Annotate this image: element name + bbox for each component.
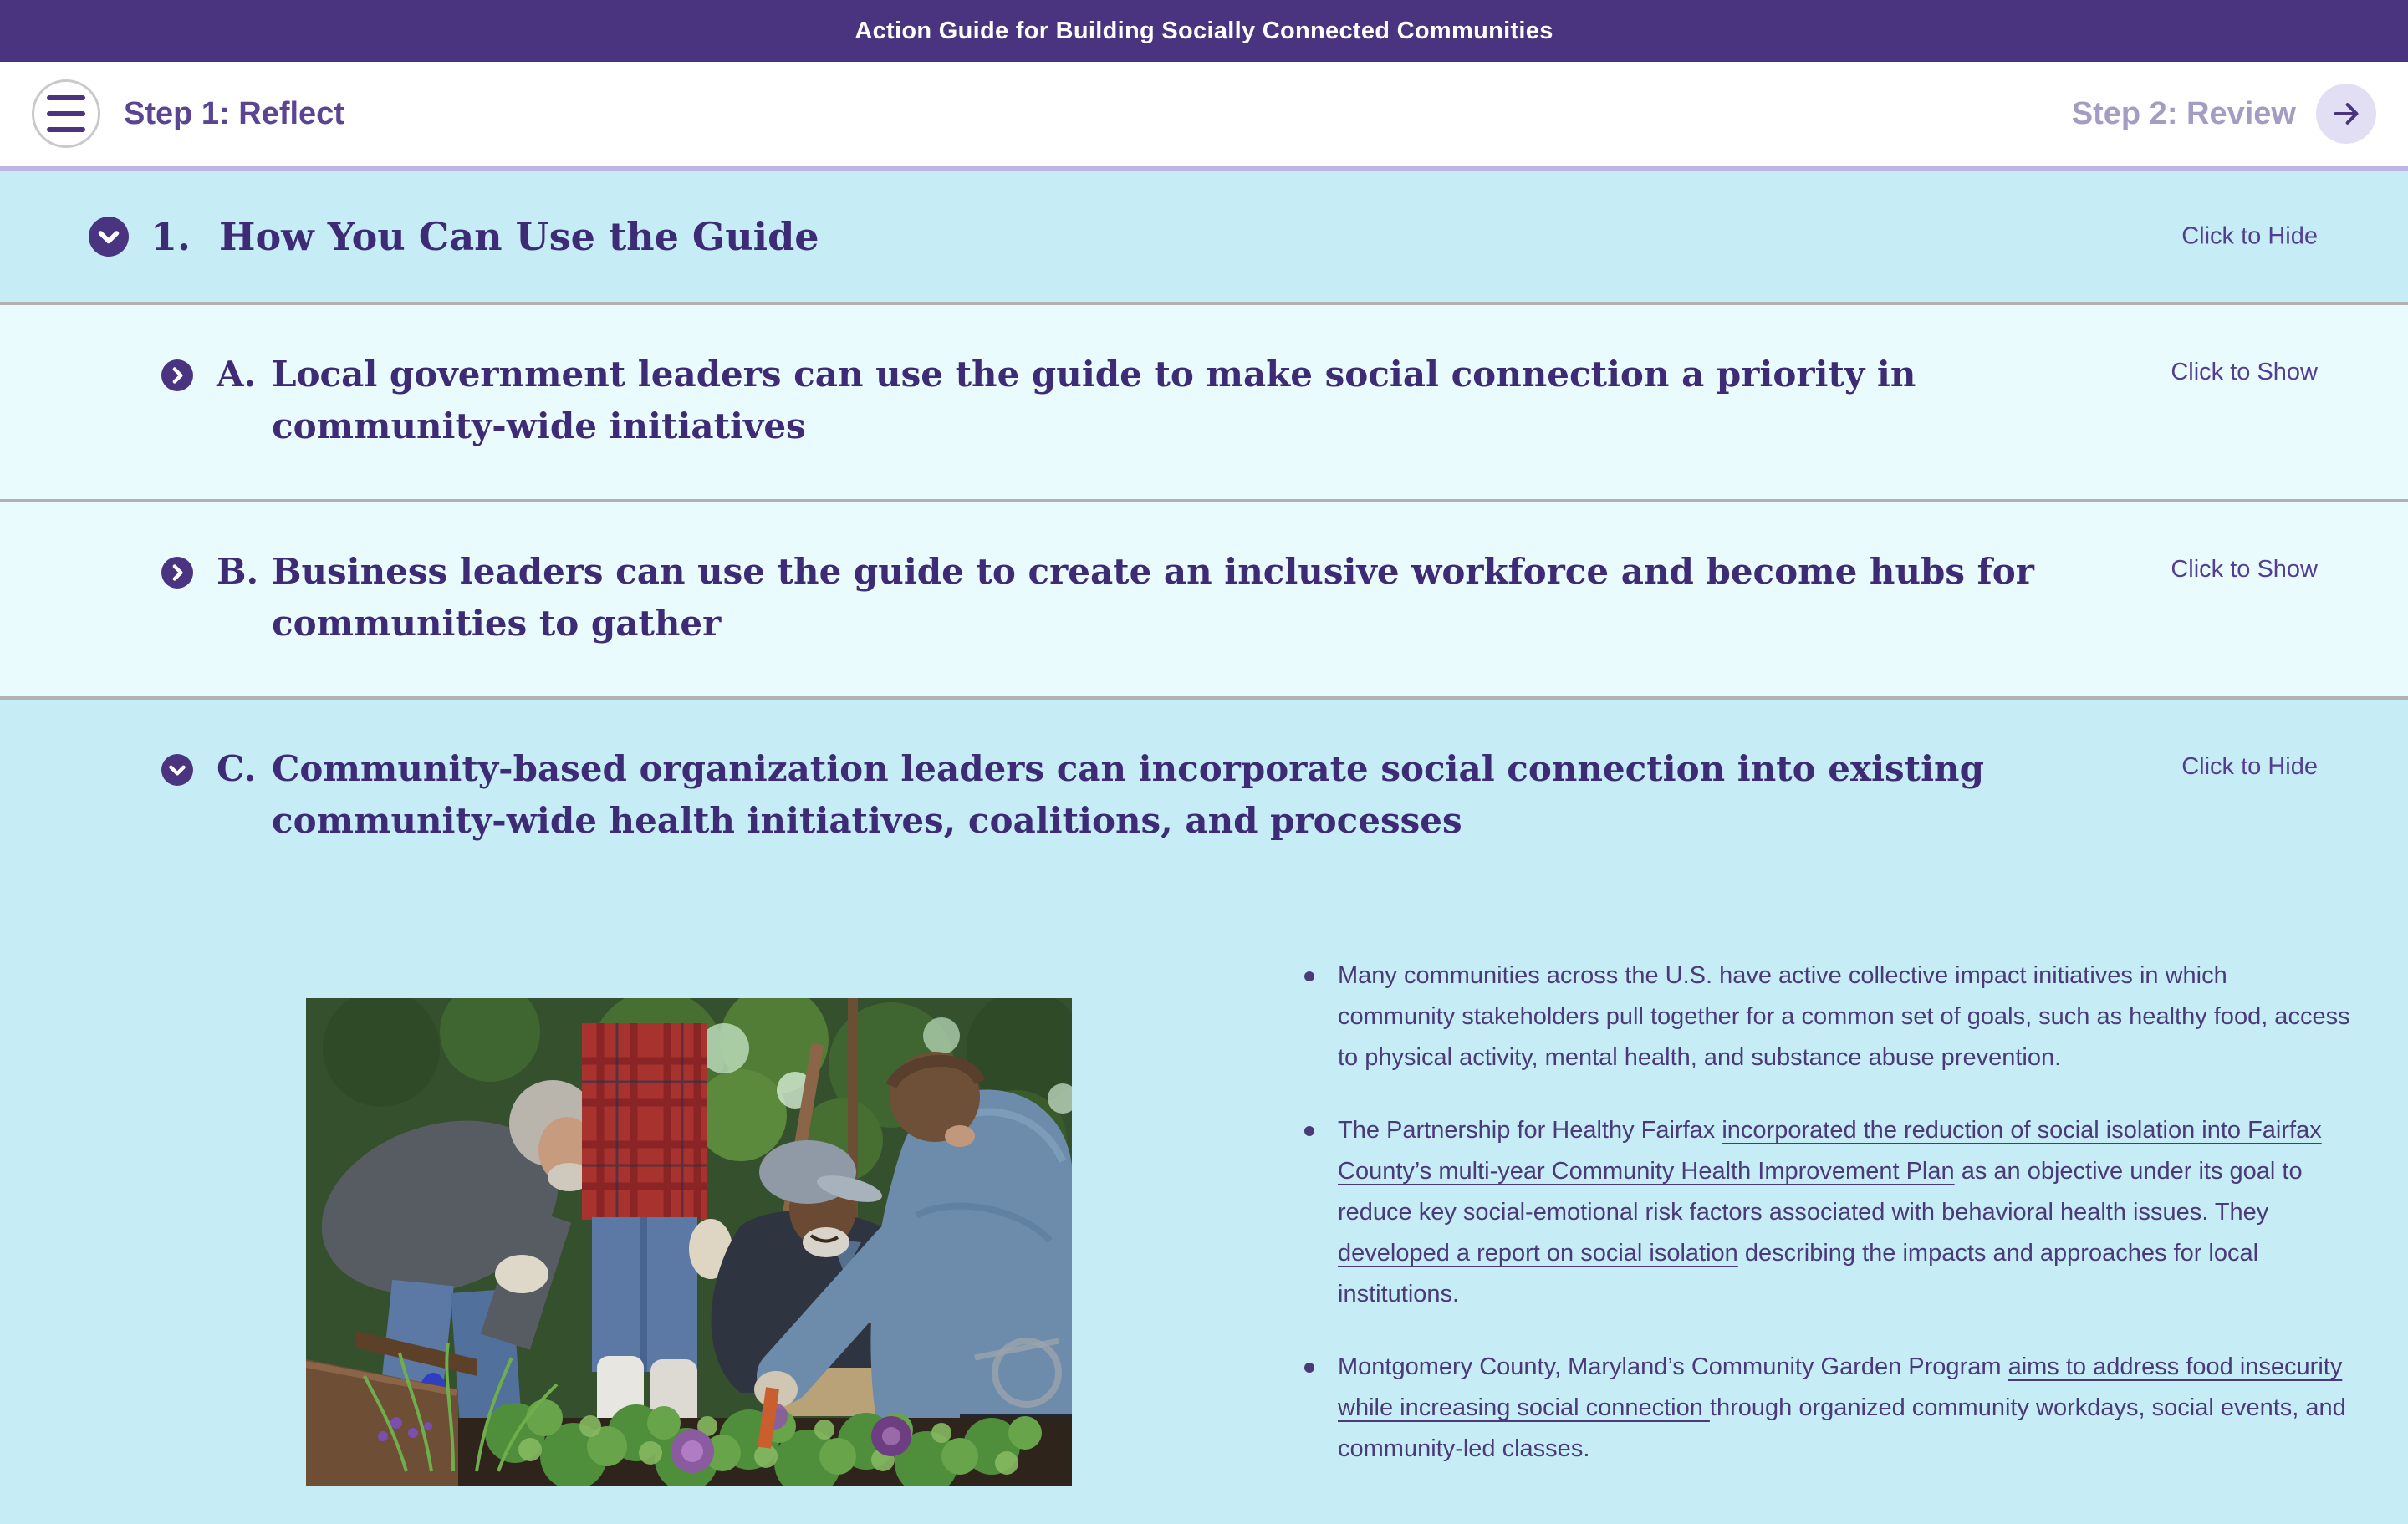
accordion-item-a[interactable] <box>0 305 2408 499</box>
bullet-item <box>1301 1110 2350 1315</box>
bullet-list <box>1301 956 2350 1501</box>
menu-button[interactable] <box>32 79 100 148</box>
hamburger-icon <box>47 95 85 100</box>
bullet-text: describing the impacts and approaches for local institutions. <box>1338 1240 2259 1307</box>
chevron-right-circle-icon[interactable] <box>161 359 193 391</box>
chevron-right-circle-icon[interactable] <box>161 557 193 589</box>
item-a-toggle[interactable]: Click to Show <box>2171 359 2318 385</box>
item-title: Local government leaders can use the guide to make social connection a priority in community-wide initiatives <box>272 354 1916 446</box>
inline-link[interactable]: aims to address food insecurity while increasing social connection <box>1338 1353 2343 1421</box>
item-letter: B. <box>217 551 259 592</box>
bullet-text: through organized community workdays, social events, and community-led classes. <box>1338 1394 2346 1462</box>
accordion-section-1-header[interactable] <box>0 171 2408 302</box>
step-navbar <box>0 62 2408 171</box>
item-title: Business leaders can use the guide to create an inclusive workforce and become hubs for communities to gather <box>272 551 2034 644</box>
chevron-down-circle-icon[interactable] <box>161 754 193 786</box>
arrow-right-icon <box>2329 97 2363 130</box>
accordion-item-c <box>0 700 2408 1524</box>
current-step-label: Step 1: Reflect <box>124 95 344 131</box>
item-c-header[interactable] <box>0 743 2408 847</box>
bullet-text: The Partnership for Healthy Fairfax <box>1338 1117 1722 1144</box>
bullet-item <box>1301 1347 2350 1470</box>
accordion-item-b[interactable] <box>0 502 2408 696</box>
chevron-down-circle-icon[interactable] <box>89 217 129 257</box>
item-letter: C. <box>217 748 257 789</box>
bullet-item <box>1301 956 2350 1078</box>
garden-photo <box>306 998 1072 1486</box>
app-title-bar <box>0 0 2408 62</box>
item-b-toggle[interactable]: Click to Show <box>2171 556 2318 583</box>
next-step-button[interactable] <box>2316 84 2376 144</box>
section-1-toggle[interactable]: Click to Hide <box>2181 222 2318 250</box>
item-title: Community-based organization leaders can incorporate social connection into existing community-wide health initiatives, coalitions, and processes <box>272 748 1984 841</box>
item-letter: A. <box>217 354 257 395</box>
item-c-content <box>0 956 2408 1501</box>
section-title: How You Can Use the Guide <box>219 214 819 259</box>
next-step-label[interactable]: Step 2: Review <box>2071 95 2296 131</box>
bullet-text: Montgomery County, Maryland’s Community Garden Program <box>1338 1353 2008 1380</box>
bullet-text: as an objective under its goal to reduce key social-emotional risk factors associated with behavioral health issues. They <box>1338 1158 2303 1226</box>
item-c-toggle[interactable]: Click to Hide <box>2181 753 2318 780</box>
inline-link[interactable]: incorporated the reduction of social isolation into Fairfax County’s multi-year Community Health Improvement Plan <box>1338 1117 2322 1185</box>
bullet-text: Many communities across the U.S. have active collective impact initiatives in which community stakeholders pull together for a common set of goals, such as healthy food, access to physical activity, mental health, and substance abuse prevention. <box>1338 962 2350 1071</box>
app-title: Action Guide for Building Socially Connected Communities <box>855 17 1553 44</box>
section-number: 1. <box>150 214 191 259</box>
next-step-nav <box>2072 84 2376 144</box>
inline-link[interactable]: developed a report on social isolation <box>1338 1240 1738 1267</box>
